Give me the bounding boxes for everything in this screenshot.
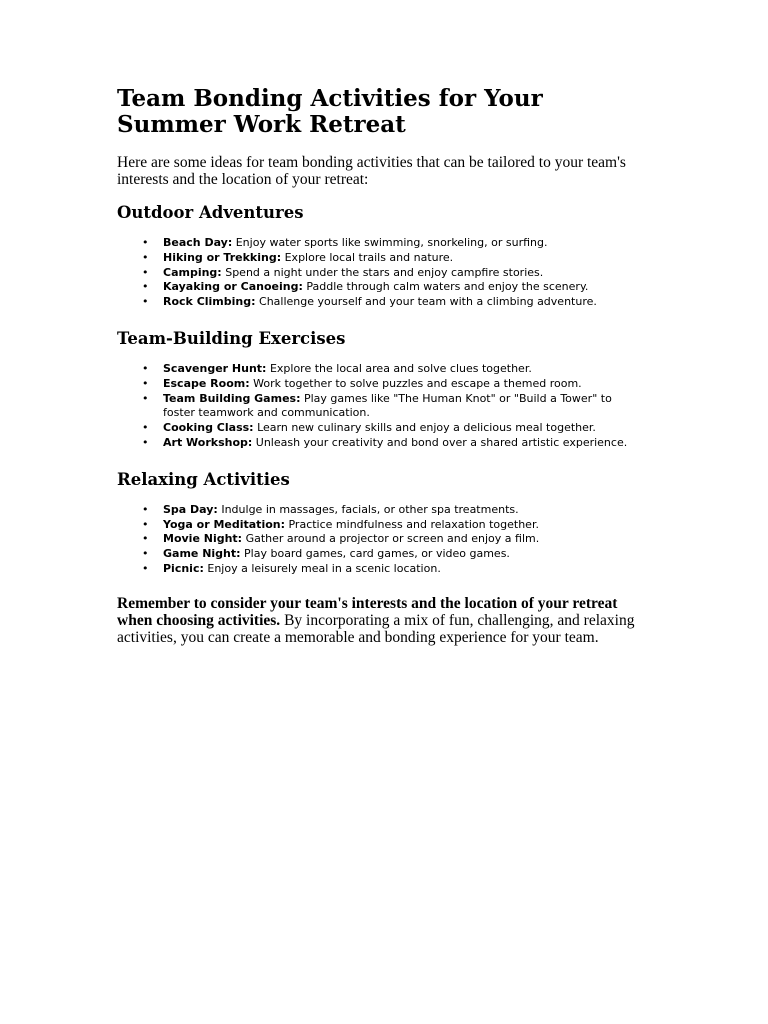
item-text: Practice mindfulness and relaxation together.	[285, 517, 539, 531]
list-item	[142, 236, 647, 251]
bullet-icon: •	[142, 435, 149, 449]
bullet-icon: •	[142, 561, 149, 575]
list-item	[142, 502, 647, 518]
item-term: Rock Climbing:	[163, 295, 256, 309]
item-term: Team Building Games:	[163, 391, 301, 405]
closing-text: By incorporating a mix of fun, challenging, and relaxing activities, you can create a memorable and bonding experience for your team.	[117, 611, 635, 646]
item-term: Camping:	[163, 265, 222, 279]
document-page	[117, 86, 647, 646]
bullet-icon: •	[142, 391, 149, 405]
section-team-building-exercises	[117, 328, 647, 451]
item-term: Kayaking or Canoeing:	[163, 280, 303, 294]
bullet-icon: •	[142, 517, 149, 531]
item-term: Yoga or Meditation:	[163, 517, 285, 531]
item-text: Gather around a projector or screen and enjoy a film.	[242, 532, 540, 546]
bullet-icon: •	[142, 250, 149, 264]
list-item	[142, 517, 647, 533]
section-outdoor-adventures	[117, 202, 647, 310]
list-item	[142, 435, 647, 451]
intro-paragraph: Here are some ideas for team bonding activities that can be tailored to your team's interests and the location of your retreat:	[117, 154, 626, 188]
item-text: Unleash your creativity and bond over a shared artistic experience.	[252, 435, 628, 449]
bullet-icon: •	[142, 376, 149, 390]
page-title: Team Bonding Activities for Your Summer Work Retreat	[117, 85, 543, 138]
section-heading: Relaxing Activities	[117, 469, 290, 489]
bullet-icon: •	[142, 265, 149, 279]
item-term: Art Workshop:	[163, 435, 253, 449]
list-item	[142, 421, 647, 436]
item-term: Spa Day:	[163, 502, 218, 516]
bullet-icon: •	[142, 361, 149, 375]
bullet-icon: •	[142, 502, 149, 516]
list-item	[142, 280, 647, 295]
activity-list	[117, 362, 647, 451]
item-term: Beach Day:	[163, 236, 233, 249]
section-relaxing-activities	[117, 469, 647, 577]
item-text: Play board games, card games, or video games.	[240, 547, 510, 561]
bullet-icon: •	[142, 547, 149, 561]
list-item	[142, 547, 647, 562]
list-item	[142, 391, 647, 422]
item-text: Challenge yourself and your team with a climbing adventure.	[255, 295, 597, 309]
item-text: Enjoy a leisurely meal in a scenic location.	[203, 561, 441, 575]
item-term: Cooking Class:	[163, 421, 254, 435]
list-item	[142, 295, 647, 310]
bullet-icon: •	[142, 421, 149, 435]
section-heading: Team-Building Exercises	[117, 328, 346, 348]
bullet-icon: •	[142, 280, 149, 294]
closing-bold-text: Remember to consider your team's interests and the location of your retreat when choosing activities.	[117, 594, 618, 629]
item-text: Learn new culinary skills and enjoy a delicious meal together.	[253, 421, 596, 435]
list-item	[142, 361, 647, 377]
item-term: Escape Room:	[163, 376, 250, 390]
item-term: Picnic:	[163, 561, 204, 575]
item-text: Play games like "The Human Knot" or "Build a Tower" to foster teamwork and communication.	[163, 391, 612, 420]
bullet-icon: •	[142, 295, 149, 309]
list-item	[142, 250, 647, 266]
item-text: Explore the local area and solve clues together.	[266, 361, 532, 375]
item-text: Explore local trails and nature.	[281, 250, 454, 264]
bullet-icon: •	[142, 236, 149, 249]
item-text: Indulge in massages, facials, or other spa treatments.	[217, 502, 519, 516]
item-term: Hiking or Trekking:	[163, 250, 282, 264]
activity-list	[117, 503, 647, 577]
item-term: Movie Night:	[163, 532, 243, 546]
item-term: Scavenger Hunt:	[163, 361, 267, 375]
list-item	[142, 265, 647, 281]
closing-paragraph	[117, 595, 647, 646]
activity-list	[117, 236, 647, 310]
item-text: Paddle through calm waters and enjoy the scenery.	[302, 280, 589, 294]
section-heading: Outdoor Adventures	[117, 203, 304, 222]
list-item	[142, 561, 647, 577]
list-item	[142, 376, 647, 392]
item-term: Game Night:	[163, 547, 241, 561]
list-item	[142, 532, 647, 547]
bullet-icon: •	[142, 532, 149, 546]
item-text: Spend a night under the stars and enjoy campfire stories.	[221, 265, 544, 279]
item-text: Work together to solve puzzles and escape a themed room.	[249, 376, 582, 390]
item-text: Enjoy water sports like swimming, snorkeling, or surfing.	[232, 236, 548, 249]
